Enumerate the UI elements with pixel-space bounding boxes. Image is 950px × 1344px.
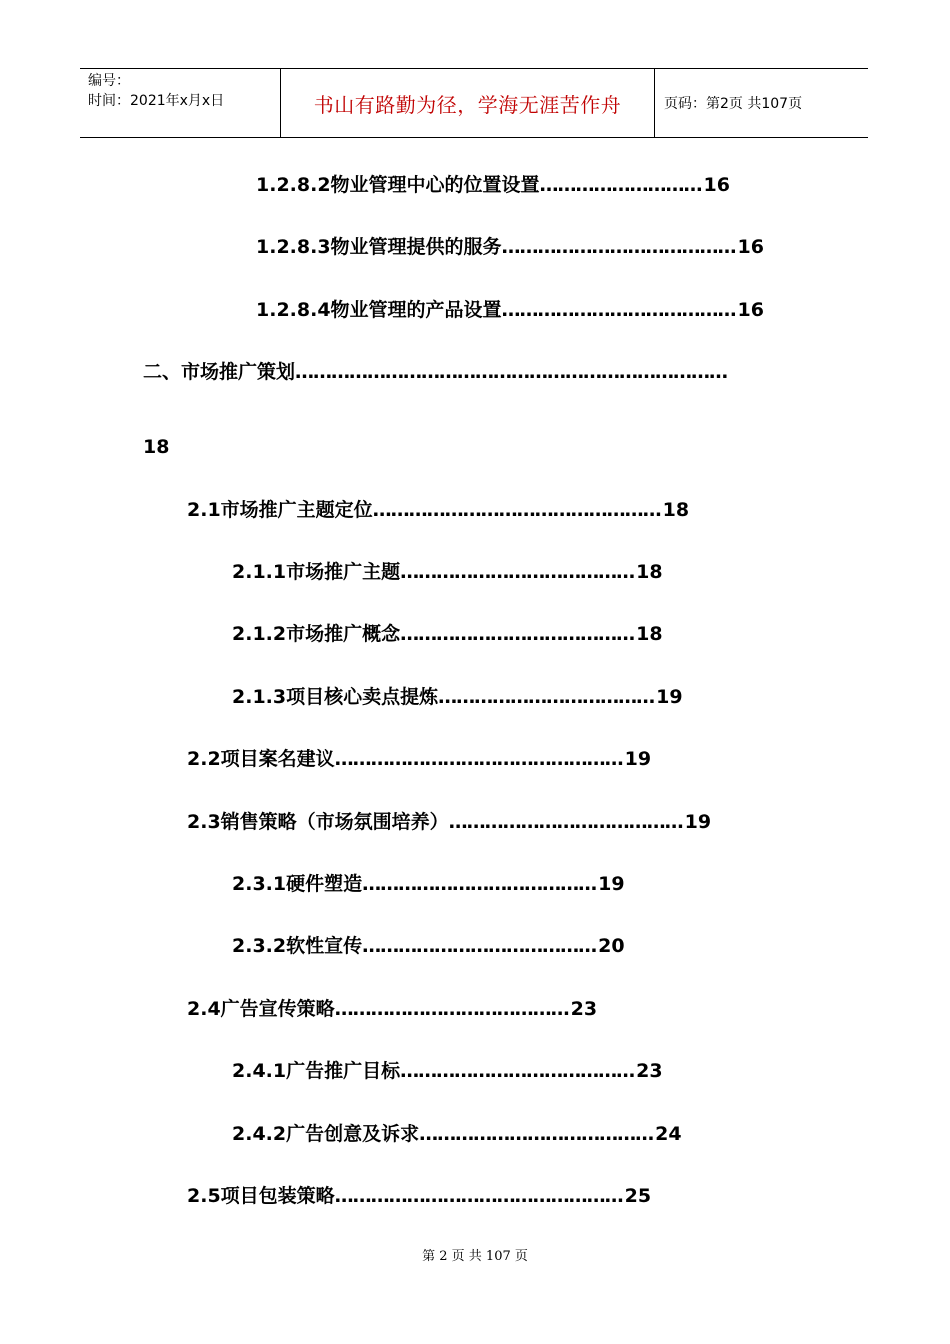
toc-page: 25 (624, 1185, 652, 1207)
toc-leader: ………………………………… (501, 299, 736, 321)
toc-label: 1.2.8.4物业管理的产品设置 (256, 299, 502, 321)
toc-leader: ………………………………… (400, 623, 635, 645)
toc-leader: ………………………………… (448, 811, 683, 833)
toc-label: 2.1.2市场推广概念 (232, 623, 401, 645)
toc-leader: ……………………………………………………………… (295, 361, 728, 383)
toc-label: 2.4.1广告推广目标 (232, 1060, 401, 1082)
toc-leader: ………………………………………… (334, 748, 623, 770)
toc-label: 2.1.1市场推广主题 (232, 561, 401, 583)
toc-page: 19 (624, 748, 652, 770)
toc-entry (232, 869, 625, 899)
toc-page: 16 (703, 174, 730, 196)
toc-page: 16 (737, 236, 764, 258)
toc-entry (232, 931, 625, 961)
toc-page: 20 (598, 935, 625, 957)
toc-entry (232, 1119, 682, 1149)
toc-page: 16 (737, 299, 764, 321)
toc-leader: ………………………………………… (334, 1185, 623, 1207)
toc-label: 2.3.1硬件塑造 (232, 873, 363, 895)
toc-page: 23 (636, 1060, 663, 1082)
motto: 书山有路勤为径，学海无涯苦作舟 (313, 92, 622, 117)
toc-label: 2.4.2广告创意及诉求 (232, 1123, 420, 1145)
toc-label: 2.4广告宣传策略 (187, 998, 335, 1020)
toc-label: 18 (143, 436, 170, 458)
toc-entry (143, 432, 169, 462)
toc-leader: ………………………………… (419, 1123, 654, 1145)
toc-label: 二、市场推广策划 (143, 361, 296, 383)
header-motto-cell (280, 69, 655, 137)
toc-entry (232, 619, 663, 649)
toc-leader: ……………………… (539, 174, 702, 196)
toc-leader: ………………………………… (400, 561, 635, 583)
toc-leader: ………………………………… (400, 1060, 635, 1082)
toc-label: 2.3.2软性宣传 (232, 935, 363, 957)
toc-entry (256, 232, 764, 262)
toc-entry (232, 1056, 663, 1086)
toc-label: 2.1市场推广主题定位 (187, 499, 373, 521)
toc-leader: ………………………………… (334, 998, 569, 1020)
page-header (80, 68, 868, 138)
toc-page: 18 (636, 623, 663, 645)
toc-label: 2.5项目包装策略 (187, 1185, 335, 1207)
toc-entry (187, 1181, 651, 1211)
toc-page: 23 (570, 998, 598, 1020)
toc-page: 19 (656, 686, 683, 708)
toc-entry (232, 682, 683, 712)
toc-entry (256, 295, 764, 325)
serial-label: 编号： (88, 73, 130, 89)
toc-leader: ………………………………… (362, 935, 597, 957)
toc-leader: ………………………………… (501, 236, 736, 258)
toc-entry (187, 744, 651, 774)
toc-label: 2.2项目案名建议 (187, 748, 335, 770)
toc-entry (143, 357, 729, 387)
toc-page: 24 (655, 1123, 682, 1145)
toc-page: 19 (684, 811, 712, 833)
header-meta (80, 69, 280, 137)
toc-entry (187, 807, 711, 837)
page-footer: 第 2 页 共 107 页 (422, 1249, 528, 1264)
toc-entry (256, 170, 730, 200)
header-page-info: 页码：第2页 共107页 (664, 96, 803, 112)
toc-entry (187, 495, 689, 525)
toc-label: 1.2.8.2物业管理中心的位置设置 (256, 174, 540, 196)
toc-label: 2.1.3项目核心卖点提炼 (232, 686, 439, 708)
time-label: 时间：2021年x月x日 (88, 93, 225, 109)
toc-label: 1.2.8.3物业管理提供的服务 (256, 236, 502, 258)
toc-leader: ………………………………… (362, 873, 597, 895)
toc-page: 18 (662, 499, 690, 521)
toc-leader: ……………………………… (438, 686, 655, 708)
toc-page: 19 (598, 873, 625, 895)
header-page-cell (654, 69, 868, 137)
toc-entry (232, 557, 663, 587)
toc-page: 18 (636, 561, 663, 583)
toc-label: 2.3销售策略（市场氛围培养） (187, 811, 449, 833)
toc-leader: ………………………………………… (372, 499, 661, 521)
toc-entry (187, 994, 597, 1024)
